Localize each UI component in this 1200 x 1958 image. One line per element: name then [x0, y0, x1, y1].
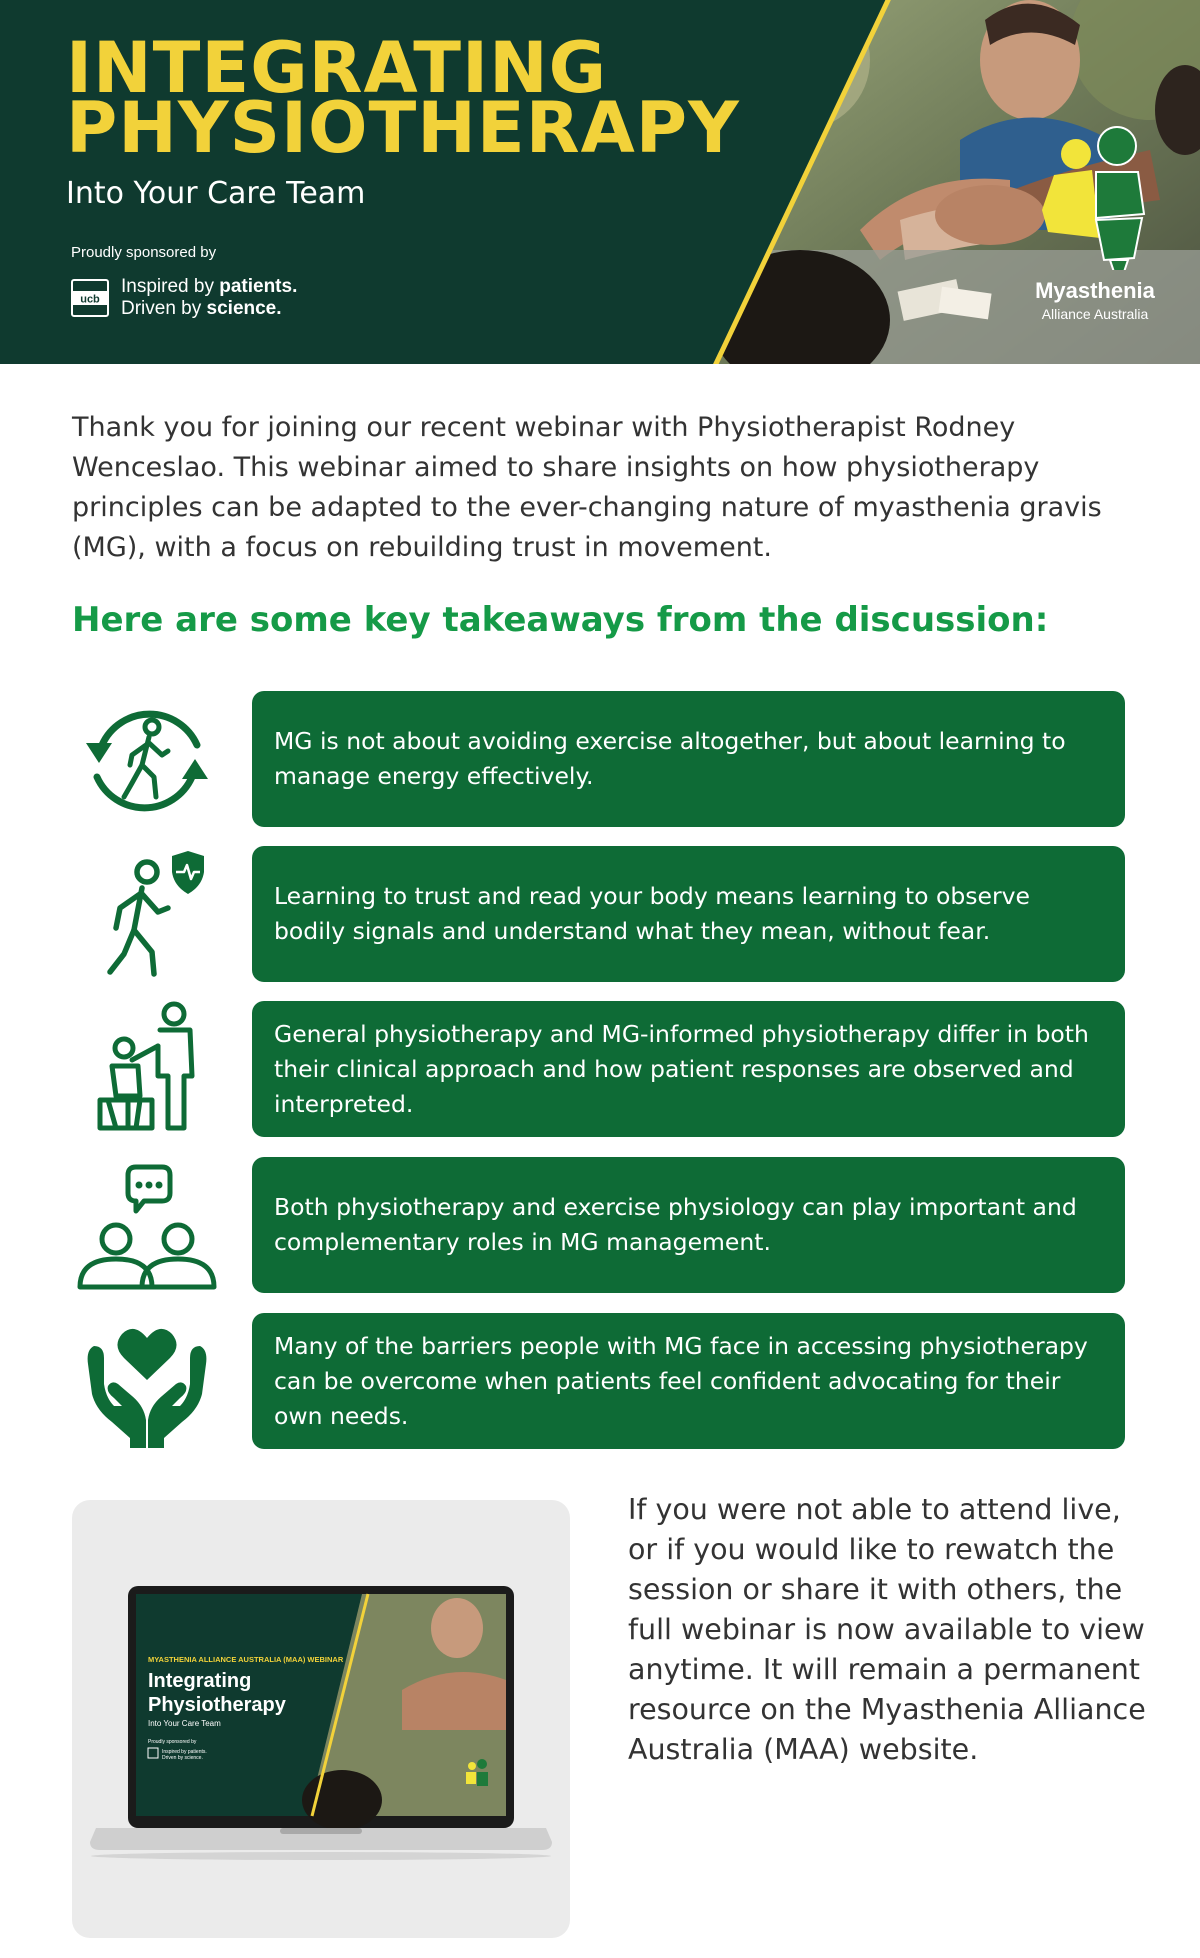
- maa-logo: [1020, 120, 1170, 322]
- sponsor-tagline: [121, 276, 297, 320]
- maa-figures-icon: [1040, 120, 1150, 270]
- intro-paragraph: Thank you for joining our recent webinar with Physiotherapist Rodney Wenceslao. This webinar aimed to share insights on how physiotherapy principles can be adapted to the ever-changing nature of myasthenia gravis (MG), with a focus on rebuilding trust in movement.: [72, 412, 1102, 563]
- maa-name: Myasthenia: [1035, 278, 1155, 303]
- page-subtitle: Into Your Care Team: [66, 176, 366, 211]
- tagline-part: Inspired by: [121, 276, 220, 297]
- webinar-laptop-image: [72, 1500, 570, 1938]
- sponsor-logo: [71, 276, 297, 320]
- discussion-people-icon: [72, 1155, 222, 1305]
- svg-text:ucb: ucb: [80, 293, 100, 306]
- laptop-tagline-1: Inspired by patients.: [162, 1749, 207, 1755]
- closing-paragraph: If you were not able to attend live, or if you would like to rewatch the session or share it with others, the full webinar is now available to view anytime. It will remain a permanent resource on the Myasthenia Alliance Australia (MAA) website.: [628, 1493, 1146, 1766]
- tagline-part: Driven by: [121, 298, 207, 319]
- takeaways-heading: Here are some key takeaways from the discussion:: [72, 600, 1049, 640]
- takeaway-card: [252, 691, 1125, 827]
- maa-subtitle: Alliance Australia: [1041, 306, 1149, 322]
- laptop-sponsor-label: Proudly sponsored by: [148, 1739, 197, 1745]
- title-line-1: INTEGRATING: [66, 27, 608, 109]
- physio-assist-icon: [72, 996, 222, 1146]
- title-line-2: PHYSIOTHERAPY: [66, 87, 740, 169]
- walking-cycle-icon: [72, 685, 222, 835]
- walking-shield-icon: [72, 842, 222, 992]
- takeaway-card: [252, 1313, 1125, 1449]
- page-title: [66, 27, 740, 169]
- takeaway-text: MG is not about avoiding exercise altogether, but about learning to manage energy effectively.: [274, 727, 1066, 790]
- header-banner: [0, 0, 1200, 364]
- laptop-mockup: [72, 1500, 570, 1938]
- takeaway-card: [252, 1157, 1125, 1293]
- laptop-kicker: MYASTHENIA ALLIANCE AUSTRALIA (MAA) WEBINAR: [148, 1655, 344, 1664]
- tagline-bold: patients.: [219, 276, 298, 297]
- takeaway-text: Both physiotherapy and exercise physiology can play important and complementary roles in MG management.: [274, 1193, 1077, 1256]
- takeaway-card: [252, 1001, 1125, 1137]
- laptop-tagline-2: Driven by science.: [162, 1755, 203, 1761]
- laptop-title-1: Integrating: [148, 1670, 252, 1692]
- tagline-bold: science.: [206, 298, 282, 319]
- takeaway-card: [252, 846, 1125, 982]
- sponsor-label: Proudly sponsored by: [71, 244, 217, 261]
- takeaway-text: Many of the barriers people with MG face in accessing physiotherapy can be overcome when patients feel confident advocating for their own needs.: [274, 1331, 1088, 1430]
- takeaway-text: General physiotherapy and MG-informed physiotherapy differ in both their clinical approach and how patient responses are observed and interpreted.: [274, 1019, 1089, 1118]
- laptop-title-2: Physiotherapy: [148, 1694, 286, 1716]
- ucb-logo-icon: [71, 279, 109, 317]
- laptop-subtitle: Into Your Care Team: [148, 1719, 221, 1728]
- takeaway-text: Learning to trust and read your body means learning to observe bodily signals and understand what they mean, without fear.: [274, 882, 1031, 945]
- heart-hands-icon: [72, 1310, 222, 1460]
